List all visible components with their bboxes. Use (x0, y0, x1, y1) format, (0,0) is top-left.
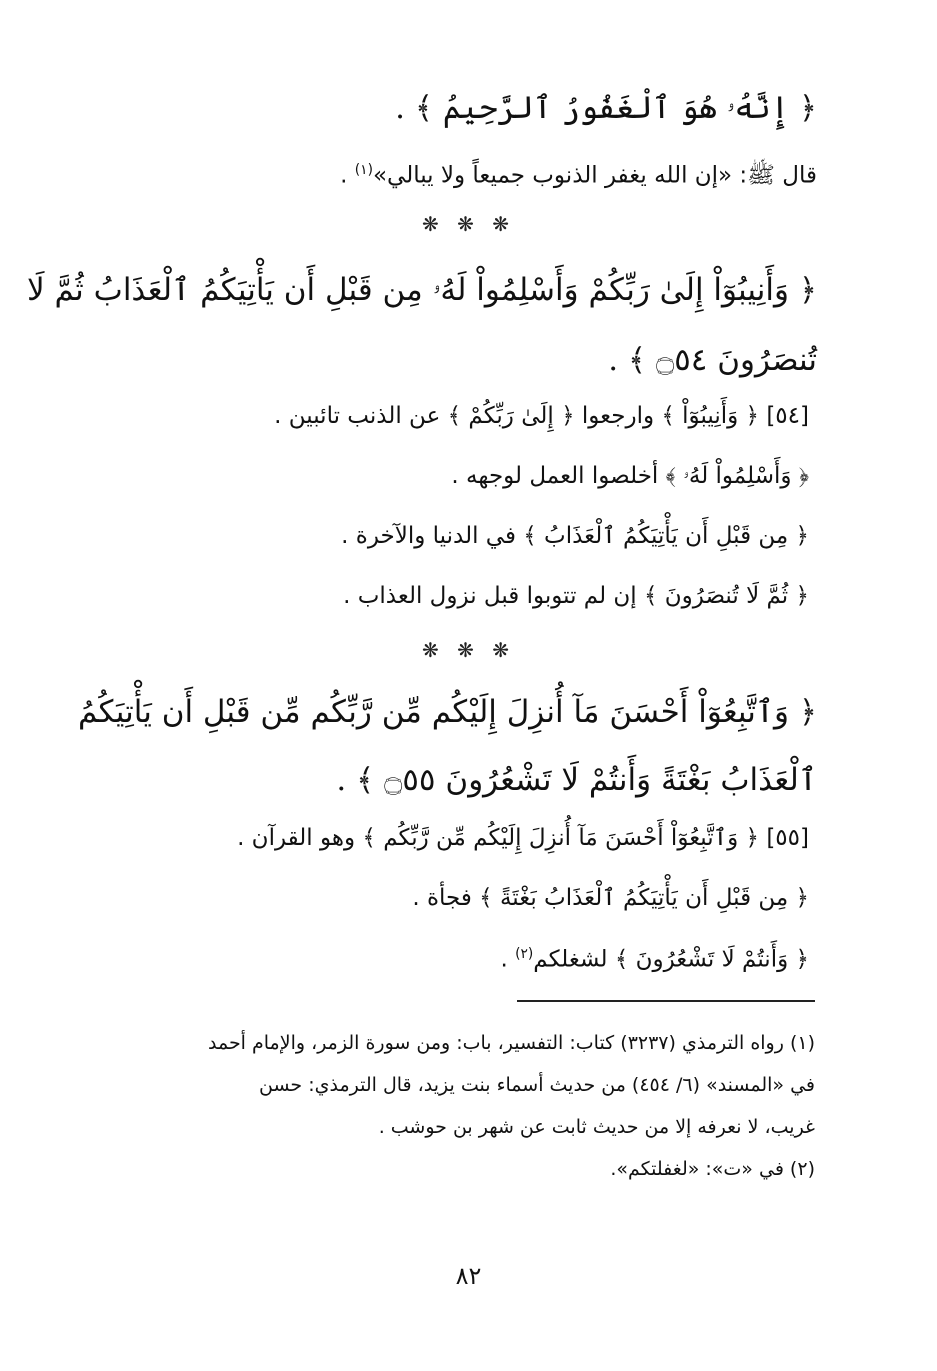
tafsir-55-line-3 (500, 936, 809, 978)
page-number: ٨٢ (455, 1262, 482, 1290)
section-separator-2: ❋ ❋ ❋ (422, 638, 515, 662)
tafsir-54-line-3: ﴿ مِن قَبْلِ أَن يَأْتِيَكُمُ ٱلْعَذَابُ ﴾ في الدنيا والآخرة . (341, 523, 809, 549)
verse-55-line-2: ٱلْعَذَابُ بَغْتَةً وَأَنتُمْ لَا تَشْعُرُونَ ۝٥٥ ﴾ . (336, 762, 817, 798)
verse-55-line-1: ﴿ وَٱتَّبِعُوٓاْ أَحْسَنَ مَآ أُنزِلَ إِلَيْكُم مِّن رَّبِّكُم مِّن قَبْلِ أَن يَأْتِيَكُمُ (78, 694, 817, 730)
verse-54-line-1: ﴿ وَأَنِيبُوٓاْ إِلَىٰ رَبِّكُمْ وَأَسْلِمُواْ لَهُۥ مِن قَبْلِ أَن يَأْتِيَكُمُ ٱلْعَذَابُ ثُمَّ لَا (26, 272, 817, 308)
verse-54-line-2: تُنصَرُونَ ۝٥٤ ﴾ . (608, 342, 817, 378)
tafsir-55-line-2: ﴿ مِن قَبْلِ أَن يَأْتِيَكُمُ ٱلْعَذَابُ بَغْتَةً ﴾ فجأة . (412, 885, 809, 911)
section-separator-1: ❋ ❋ ❋ (422, 212, 515, 236)
tafsir-55-last-end: . (500, 946, 516, 973)
footnote-ref-1: (١) (354, 162, 373, 178)
hadith-text: قال ﷺ: «إن الله يغفر الذنوب جميعاً ولا يبالي» (372, 162, 817, 189)
tafsir-54-line-2: ﴿ وَأَسْلِمُواْ لَهُۥ ﴾ أخلصوا العمل لوجهه . (451, 463, 809, 489)
tafsir-54-line-1: [٥٤] ﴿ وَأَنِيبُوٓاْ ﴾ وارجعوا ﴿ إِلَىٰ رَبِّكُمْ ﴾ عن الذنب تائبين . (274, 403, 809, 429)
footnote-1-line-2: في «المسند» (٦/ ٤٥٤) من حديث أسماء بنت يزيد، قال الترمذي: حسن (259, 1074, 815, 1096)
hadith-end: . (340, 162, 355, 189)
footnote-1-line-1: (١) رواه الترمذي (٣٢٣٧) كتاب: التفسير، باب: ومن سورة الزمر، والإمام أحمد (207, 1032, 815, 1054)
footnote-1-line-3: غريب، لا نعرفه إلا من حديث ثابت عن شهر بن حوشب . (378, 1116, 815, 1138)
tafsir-55-last-text: ﴿ وَأَنتُمْ لَا تَشْعُرُونَ ﴾ لشغلكم (533, 946, 809, 973)
footnote-ref-2: (٢) (515, 946, 534, 962)
tafsir-55-line-1: [٥٥] ﴿ وَٱتَّبِعُوٓاْ أَحْسَنَ مَآ أُنزِلَ إِلَيْكُم مِّن رَّبِّكُم ﴾ وهو القرآن . (237, 825, 809, 851)
footnote-2: (٢) في «ت»: «لغفلتكم». (610, 1158, 815, 1180)
tafsir-54-line-4: ﴿ ثُمَّ لَا تُنصَرُونَ ﴾ إن لم تتوبوا قبل نزول العذاب . (343, 583, 809, 609)
hadith-line (340, 152, 817, 194)
footnote-divider (517, 1000, 815, 1002)
verse-ending: ﴿ إِنَّهُۥ هُوَ ٱلْغَفُورُ ٱلرَّحِيمُ ﴾ . (395, 90, 817, 126)
